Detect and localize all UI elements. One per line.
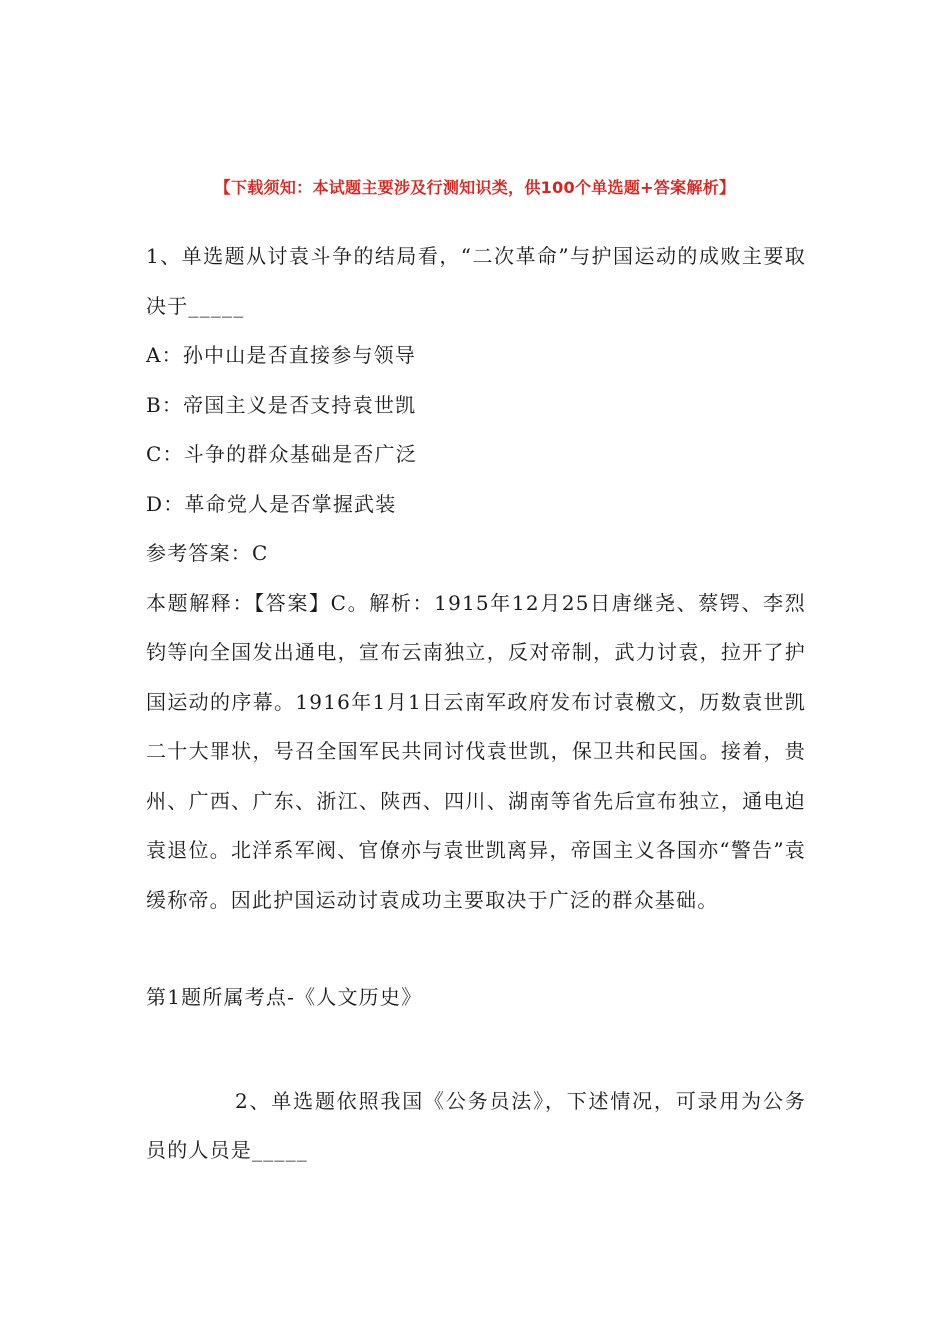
download-notice: 【下载须知：本试题主要涉及行测知识类，供100个单选题+答案解析】	[214, 178, 736, 197]
question-content	[146, 232, 806, 1176]
question-1-stem: 1、单选题从讨袁斗争的结局看，“二次革命”与护国运动的成败主要取决于_____	[146, 244, 806, 318]
question-2-stem: 2、单选题依照我国《公务员法》，下述情况，可录用为公务员的人员是_____	[146, 1088, 806, 1162]
spacer	[146, 925, 806, 973]
question-1-option-d: D：革命党人是否掌握武装	[146, 491, 397, 516]
question-1-explanation: 本题解释：【答案】C。解析：1915年12月25日唐继尧、蔡锷、李烈钧等向全国发出通电，宣布云南独立，反对帝制，武力讨袁，拉开了护国运动的序幕。1916年1月1日云南军政府发布讨袁檄文，历数袁世凯二十大罪状，号召全国军民共同讨伐袁世凯，保卫共和民国。接着，贵州、广西、广东、浙江、陕西、四川、湖南等省先后宣布独立，通电迫袁退位。北洋系军阀、官僚亦与袁世凯离异，帝国主义各国亦“警告”袁缓称帝。因此护国运动讨袁成功主要取决于广泛的群众基础。	[146, 590, 806, 912]
question-1-answer: 参考答案：C	[146, 541, 269, 565]
question-1-option-b: B：帝国主义是否支持袁世凯	[146, 392, 417, 417]
question-1-option-a: A：孙中山是否直接参与领导	[146, 343, 417, 367]
question-1-option-c: C：斗争的群众基础是否广泛	[146, 442, 417, 466]
spacer	[146, 1023, 806, 1077]
question-1-topic: 第1题所属考点-《人文历史》	[146, 985, 423, 1009]
